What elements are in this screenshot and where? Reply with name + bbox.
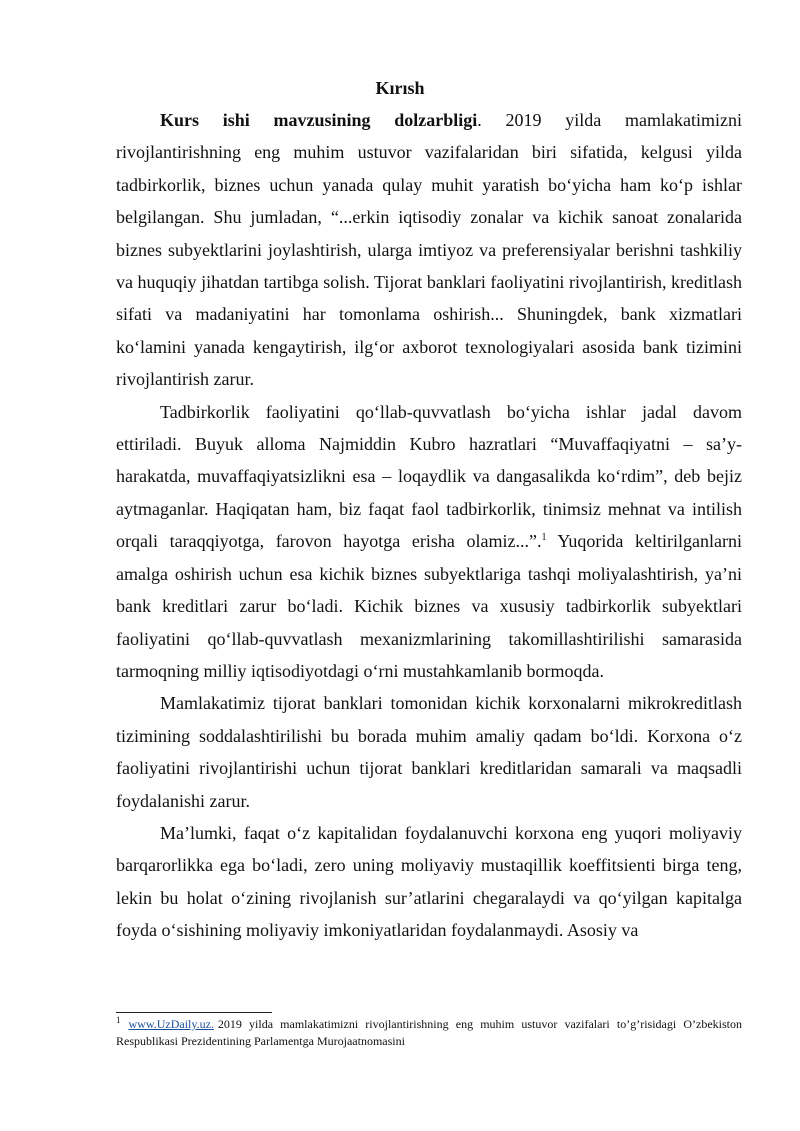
footnote-link[interactable]: www.UzDaily.uz. xyxy=(128,1017,214,1031)
paragraph-1 xyxy=(116,104,742,396)
paragraph-2-text-before-ref: Tadbirkorlik faoliyatini qo‘llab-quvvatlash bo‘yicha ishlar jadal davom ettiriladi. Buyuk alloma Najmiddin Kubro hazratlari “Muvaffaqiyatni – sa’y-harakatda, muvaffaqiyatsizlikni esa – loqaydlik va dangasalikda ko‘rdim”, deb bejiz aytmaganlar. Haqiqatan ham, biz faqat faol tadbirkorlik, tinimsiz mehnat va intilish orqali taraqqiyotga, farovon hayotga erisha olamiz...”. xyxy=(116,401,742,552)
paragraph-1-lead: Kurs ishi mavzusining dolzarbligi xyxy=(160,110,478,130)
footnote-divider xyxy=(116,1012,272,1013)
paragraph-2-text-after-ref: Yuqorida keltirilganlarni amalga oshirish uchun esa kichik biznes subyektlariga tashqi moliyalashtirish, ya’ni bank kreditlari zarur bo‘ladi. Kichik biznes va xususiy tadbirkorlik subyektlari faoliyatini qo‘llab-quvvatlash mexanizmlarining takomillashtirilishi samarasida tarmoqning milliy iqtisodiyotdagi o‘rni mustahkamlanib bormoqda. xyxy=(116,531,742,681)
paragraph-2 xyxy=(116,396,742,688)
paragraph-3: Mamlakatimiz tijorat banklari tomonidan kichik korxonalarni mikrokreditlash tizimining soddalashtirilishi bu borada muhim amaliy qadam bo‘ldi. Korxona o‘z faoliyatini rivojlantirishi uchun tijorat banklari kreditlaridan samarali va maqsadli foydalanishi zarur. xyxy=(116,693,742,811)
footnote-number: 1 xyxy=(116,1015,121,1025)
paragraph-4: Ma’lumki, faqat o‘z kapitalidan foydalanuvchi korxona eng yuqori moliyaviy barqarorlikka ega bo‘ladi, zero uning moliyaviy mustaqillik koeffitsienti birga teng, lekin bu holat o‘zining rivojlanish sur’atlarini chegaralaydi va qo‘yilgan kapitalga foyda o‘sishining moliyaviy imkoniyatlaridan foydalanmaydi. Asosiy va xyxy=(116,822,742,941)
footnote-text: 2019 yilda mamlakatimizni rivojlantirishning eng muhim ustuvor vazifalari to’g’risidagi O’zbekiston Respublikasi Prezidentining Parlamentga Murojaatnomasini xyxy=(116,1017,742,1048)
body-text xyxy=(116,104,742,947)
footnote xyxy=(116,1016,742,1050)
footnote-reference[interactable]: 1 xyxy=(541,532,547,544)
section-heading: Kırısh xyxy=(375,78,425,98)
paragraph-1-text: . 2019 yilda mamlakatimizni rivojlantirishning eng muhim ustuvor vazifalaridan biri sifatida, kelgusi yilda tadbirkorlik, biznes uchun yanada qulay muhit yaratish bo‘yicha ham ko‘p ishlar belgilangan. Shu jumladan, “...erkin iqtisodiy zonalar va kichik sanoat zonalarida biznes subyektlarini joylashtirish, ularga imtiyoz va preferensiyalar berishni tashkiliy va huquqiy jihatdan tartibga solish. Tijorat banklari faoliyatini rivojlantirish, kreditlash sifati va madaniyatini har tomonlama oshirish... Shuningdek, bank xizmatlari ko‘lamini yanada kengaytirish, ilg‘or axborot texnologiyalari asosida bank tizimini rivojlantirish zarur. xyxy=(116,110,742,390)
